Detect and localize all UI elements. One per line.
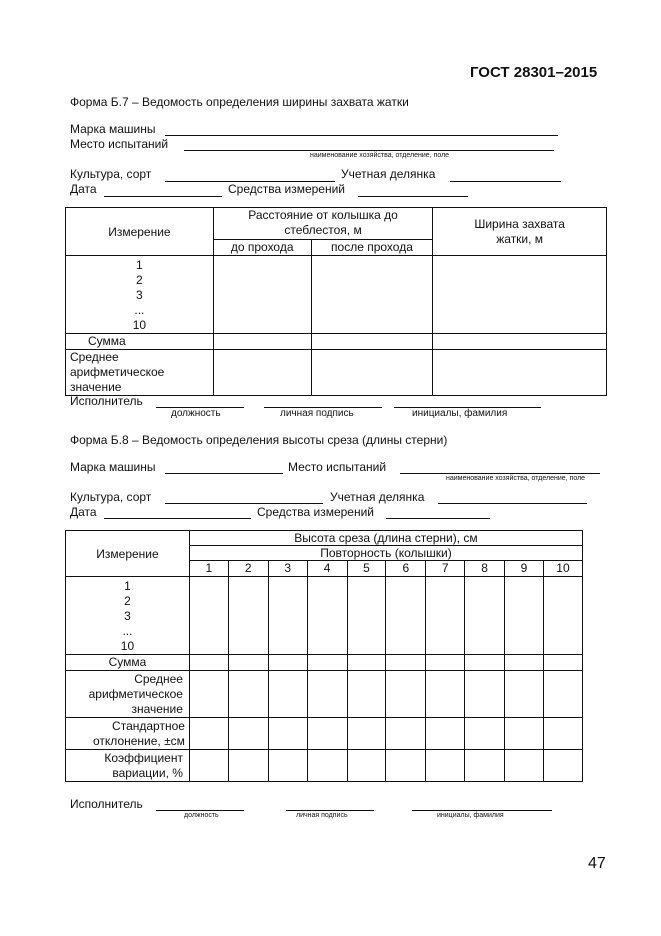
b8-position-caption: должность [184, 812, 219, 819]
b7-cell[interactable] [311, 256, 433, 334]
b8-cell[interactable] [505, 671, 544, 718]
b8-cell[interactable] [543, 655, 582, 671]
b8-place-label: Место испытаний [288, 460, 387, 474]
b7-row-label: 1 [136, 258, 143, 272]
b7-machine-label: Марка машины [70, 122, 156, 136]
b8-cell[interactable] [426, 718, 465, 750]
page-number: 47 [588, 855, 606, 872]
b8-cell[interactable] [426, 655, 465, 671]
b8-cell[interactable] [228, 671, 268, 718]
b7-executor-label: Исполнитель [70, 394, 143, 408]
b8-cell[interactable] [386, 577, 426, 655]
b8-cell[interactable] [189, 671, 228, 718]
b8-instruments-label: Средства измерений [257, 505, 375, 519]
b8-cell[interactable] [228, 718, 268, 750]
b8-row-label: 10 [120, 639, 135, 653]
b8-cell[interactable] [465, 655, 505, 671]
b8-cv-label: Коэффициент вариации, % [66, 750, 190, 782]
b8-cell[interactable] [347, 718, 386, 750]
b8-signature-caption: личная подпись [296, 812, 348, 819]
b8-signature-line[interactable] [286, 810, 374, 811]
b8-col-measurement: Измерение [66, 531, 190, 577]
b7-rows-cell [66, 256, 214, 334]
b8-cell[interactable] [307, 577, 347, 655]
b8-cell[interactable] [465, 750, 505, 782]
b7-machine-line[interactable] [165, 135, 558, 136]
b8-cell[interactable] [268, 577, 307, 655]
b8-col-repeat: Повторность (колышки) [189, 546, 582, 561]
standard-number: ГОСТ 28301–2015 [470, 64, 598, 81]
b8-cell[interactable] [228, 655, 268, 671]
b7-place-label: Место испытаний [70, 137, 169, 151]
b7-date-label: Дата [70, 182, 97, 196]
b8-col-height: Высота среза (длина стерни), см [189, 531, 582, 546]
b7-row-label: 10 [132, 318, 147, 332]
b8-date-line[interactable] [104, 518, 251, 519]
b8-cell[interactable] [347, 655, 386, 671]
b8-cell[interactable] [505, 750, 544, 782]
b8-repeat-number: 9 [505, 561, 544, 577]
b8-cell[interactable] [426, 671, 465, 718]
b7-date-line[interactable] [104, 196, 222, 197]
b7-place-line[interactable] [184, 150, 554, 151]
b7-instruments-line[interactable] [358, 196, 468, 197]
b7-cell[interactable] [213, 350, 311, 396]
b7-plot-line[interactable] [450, 181, 561, 182]
b7-cell[interactable] [433, 334, 607, 350]
b8-cell[interactable] [543, 750, 582, 782]
b8-repeat-number: 5 [347, 561, 386, 577]
b8-cell[interactable] [228, 577, 268, 655]
b8-cell[interactable] [347, 577, 386, 655]
b8-cell[interactable] [268, 718, 307, 750]
b8-cell[interactable] [465, 577, 505, 655]
b8-crop-label: Культура, сорт [70, 490, 152, 504]
b8-date-label: Дата [70, 505, 97, 519]
b7-col-after: после прохода [311, 240, 433, 256]
b7-position-caption: должность [171, 408, 221, 419]
b8-cell[interactable] [189, 577, 228, 655]
b7-col-distance: Расстояние от колышка до стеблестоя, м [213, 208, 433, 240]
b8-cell[interactable] [189, 655, 228, 671]
b8-name-caption: инициалы, фамилия [437, 812, 504, 819]
b8-cell[interactable] [426, 750, 465, 782]
b8-cell[interactable] [189, 718, 228, 750]
b8-mean-label: Среднее арифметическое значение [66, 671, 190, 718]
b7-mean-label: Среднее арифметическое значение [66, 350, 214, 396]
b8-cell[interactable] [386, 655, 426, 671]
b8-place-caption: наименование хозяйства, отделение, поле [446, 475, 586, 482]
b8-table [65, 530, 583, 782]
b8-cell[interactable] [268, 750, 307, 782]
b8-cell[interactable] [228, 750, 268, 782]
b8-cell[interactable] [268, 655, 307, 671]
b7-row-label: 3 [136, 288, 143, 302]
b8-cell[interactable] [543, 718, 582, 750]
b8-cell[interactable] [268, 671, 307, 718]
b8-row-label: 2 [124, 594, 131, 608]
b8-instruments-line[interactable] [386, 518, 490, 519]
b7-instruments-label: Средства измерений [228, 182, 346, 196]
b7-col-before: до прохода [213, 240, 311, 256]
b7-name-caption: инициалы, фамилия [412, 408, 508, 419]
b8-row-label: 3 [124, 609, 131, 623]
b7-col-width: Ширина захвата жатки, м [433, 208, 607, 256]
b8-plot-label: Учетная делянка [330, 490, 425, 504]
b7-cell[interactable] [213, 256, 311, 334]
b8-repeat-number: 3 [268, 561, 307, 577]
b7-row-label: ... [134, 303, 145, 317]
b8-row-label: 1 [124, 579, 131, 593]
b8-cell[interactable] [307, 750, 347, 782]
b8-cell[interactable] [307, 655, 347, 671]
b8-repeat-number: 10 [543, 561, 582, 577]
b8-machine-label: Марка машины [70, 460, 156, 474]
b8-cell[interactable] [505, 655, 544, 671]
b7-cell[interactable] [311, 350, 433, 396]
b8-place-line[interactable] [400, 473, 600, 474]
b7-table [65, 207, 607, 396]
b8-repeat-number: 4 [307, 561, 347, 577]
b8-position-line[interactable] [156, 810, 244, 811]
b8-cell[interactable] [543, 671, 582, 718]
b7-plot-label: Учетная делянка [341, 167, 436, 181]
b8-repeat-number: 8 [465, 561, 505, 577]
b8-cell[interactable] [465, 718, 505, 750]
b8-machine-line[interactable] [165, 473, 283, 474]
form-b8-title: Форма Б.8 – Ведомость определения высоты среза (длины стерни) [70, 433, 448, 447]
b7-crop-label: Культура, сорт [70, 167, 152, 181]
b7-signature-caption: личная подпись [280, 408, 354, 419]
b8-cell[interactable] [347, 671, 386, 718]
b8-cell[interactable] [189, 750, 228, 782]
b8-executor-label: Исполнитель [70, 797, 143, 811]
b8-cell[interactable] [505, 718, 544, 750]
b7-place-caption: наименование хозяйства, отделение, поле [310, 152, 450, 159]
b8-cell[interactable] [386, 671, 426, 718]
b8-name-line[interactable] [412, 810, 552, 811]
b7-cell[interactable] [433, 350, 607, 396]
b7-cell[interactable] [433, 256, 607, 334]
b8-cell[interactable] [307, 718, 347, 750]
b8-cell[interactable] [465, 671, 505, 718]
b8-cell[interactable] [426, 577, 465, 655]
b8-repeat-number: 7 [426, 561, 465, 577]
b8-cell[interactable] [307, 671, 347, 718]
b8-repeat-number: 1 [189, 561, 228, 577]
b7-cell[interactable] [311, 334, 433, 350]
b7-sum-label: Сумма [66, 334, 214, 350]
b8-sum-label: Сумма [66, 655, 190, 671]
b8-cell[interactable] [505, 577, 544, 655]
b8-repeat-number: 2 [228, 561, 268, 577]
b8-crop-line[interactable] [165, 503, 323, 504]
b8-cell[interactable] [386, 718, 426, 750]
b8-plot-line[interactable] [438, 503, 587, 504]
b8-std-label: Стандартное отклонение, ±см [66, 718, 190, 750]
b8-row-label: ... [122, 624, 133, 638]
b8-rows-cell [66, 577, 190, 655]
b8-cell[interactable] [386, 750, 426, 782]
b8-cell[interactable] [347, 750, 386, 782]
b7-cell[interactable] [213, 334, 311, 350]
b8-cell[interactable] [543, 577, 582, 655]
b8-repeat-number: 6 [386, 561, 426, 577]
form-b7-title: Форма Б.7 – Ведомость определения ширины захвата жатки [70, 95, 409, 109]
b7-row-label: 2 [136, 273, 143, 287]
b7-col-measurement: Измерение [66, 208, 214, 256]
